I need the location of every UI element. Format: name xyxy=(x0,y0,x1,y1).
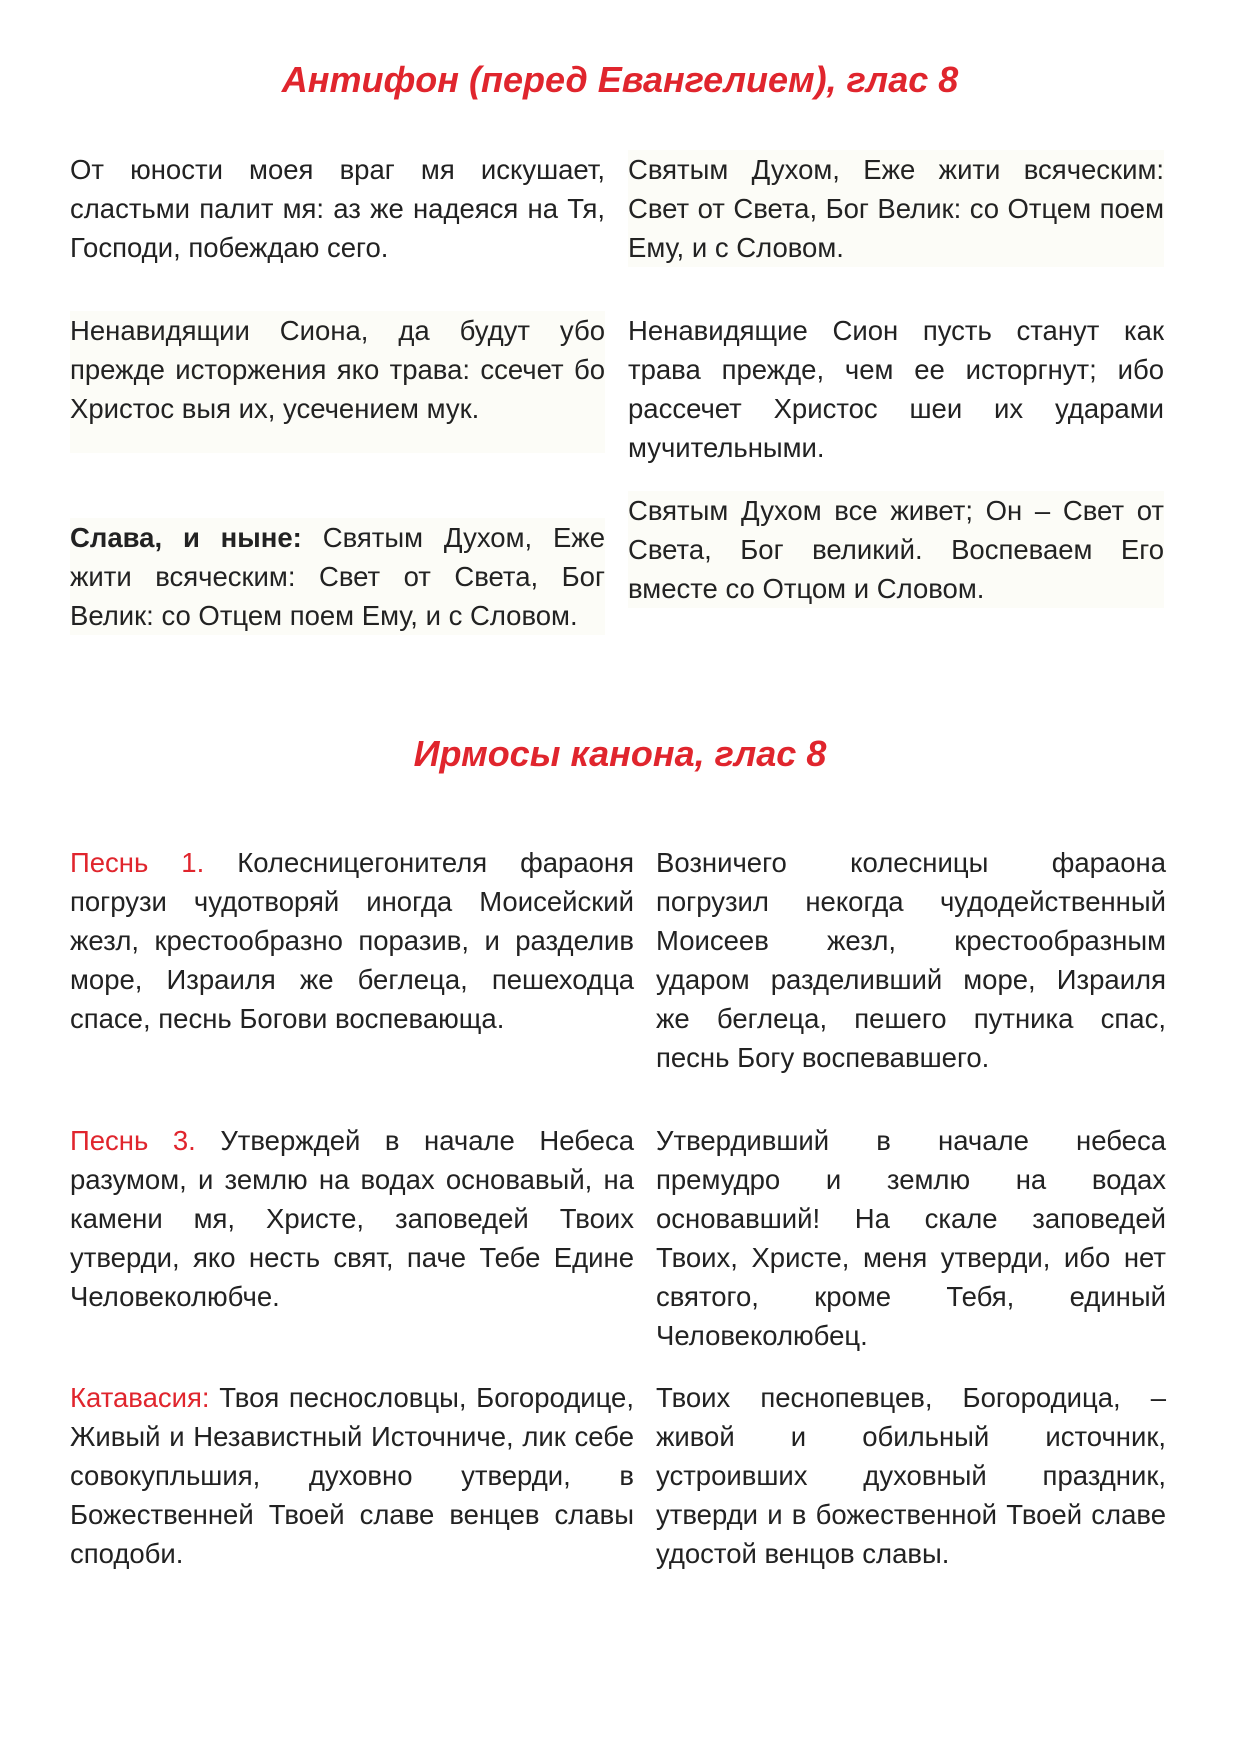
antiphon-row2-slavonic xyxy=(70,311,605,453)
antiphon-row3-russian xyxy=(628,491,1164,608)
irmos-ode1-label: Песнь 1. xyxy=(70,847,205,878)
irmos-ode1-slavonic-text: Колесницегонителя фараоня погрузи чудотворяй иногда Моисейский жезл, крестообразно поразив, и разделив море, Израиля же беглеца, пешеходца спасе, песнь Богови воспевающа. xyxy=(70,847,635,1034)
antiphon-row3-slavonic-text: Святым Духом, Еже жити всяческим: Свет от Света, Бог Велик: со Отцем поем Ему, и с Словом. xyxy=(70,522,605,631)
irmos-ode1-slavonic xyxy=(70,843,634,1038)
irmos-katavasia-label: Катавасия: xyxy=(70,1382,210,1413)
irmos-katavasia-slavonic-text: Твоя песнословцы, Богородице, Живый и Независтный Источниче, лик себе совокупльшия, духовно утверди, в Божественней Твоей славе венцев славы сподоби. xyxy=(70,1382,634,1569)
irmos-katavasia-slavonic xyxy=(70,1378,634,1573)
irmos-ode3-russian xyxy=(656,1121,1166,1355)
antiphon-row3-slavonic xyxy=(70,518,605,635)
antiphon-row1-russian-text: Святым Духом, Еже жити всяческим: Свет от Света, Бог Велик: со Отцем поем Ему, и с Словом. xyxy=(628,154,1164,263)
antiphon-title: Антифон (перед Евангелием), глас 8 xyxy=(281,59,959,100)
irmos-ode1-russian-text: Возничего колесницы фараона погрузил некогда чудодейственный Моисеев жезл, крестообразным ударом разделивший море, Израиля же беглеца, пешего путника спас, песнь Богу воспевавшего. xyxy=(656,847,1166,1073)
irmos-ode3-label: Песнь 3. xyxy=(70,1125,196,1156)
irmos-katavasia-russian-text: Твоих песнопевцев, Богородица, – живой и обильный источник, устроивших духовный праздник, утверди и в божественной Твоей славе удостой венцов славы. xyxy=(656,1382,1166,1569)
irmos-ode3-slavonic xyxy=(70,1121,634,1316)
antiphon-row2-slavonic-text: Ненавидящии Сиона, да будут убо прежде исторжения яко трава: ссечет бо Христос выя их, усечением мук. xyxy=(70,315,605,424)
antiphon-row3-russian-text: Святым Духом все живет; Он – Свет от Света, Бог великий. Воспеваем Его вместе со Отцом и Словом. xyxy=(628,495,1164,604)
antiphon-row2-russian xyxy=(628,311,1164,467)
antiphon-row1-slavonic xyxy=(70,150,605,267)
antiphon-row3-label: Слава, и ныне: xyxy=(70,522,302,553)
irmos-title: Ирмосы канона, глас 8 xyxy=(413,733,827,774)
irmos-ode3-russian-text: Утвердивший в начале небеса премудро и землю на водах основавший! На скале заповедей Твоих, Христе, меня утверди, ибо нет святого, кроме Тебя, единый Человеколюбец. xyxy=(656,1125,1166,1351)
antiphon-row1-russian xyxy=(628,150,1164,267)
antiphon-row2-russian-text: Ненавидящие Сион пусть станут как трава прежде, чем ее исторгнут; ибо рассечет Христос шеи их ударами мучительными. xyxy=(628,315,1164,463)
irmos-ode1-russian xyxy=(656,843,1166,1077)
irmos-ode3-slavonic-text: Утверждей в начале Небеса разумом, и землю на водах основавый, на камени мя, Христе, заповедей Твоих утверди, яко несть свят, паче Тебе Едине Человеколюбче. xyxy=(70,1125,635,1312)
antiphon-row1-slavonic-text: От юности моея враг мя искушает, сластьми палит мя: аз же надеяся на Тя, Господи, побеждаю сего. xyxy=(70,154,605,263)
irmos-katavasia-russian xyxy=(656,1378,1166,1573)
